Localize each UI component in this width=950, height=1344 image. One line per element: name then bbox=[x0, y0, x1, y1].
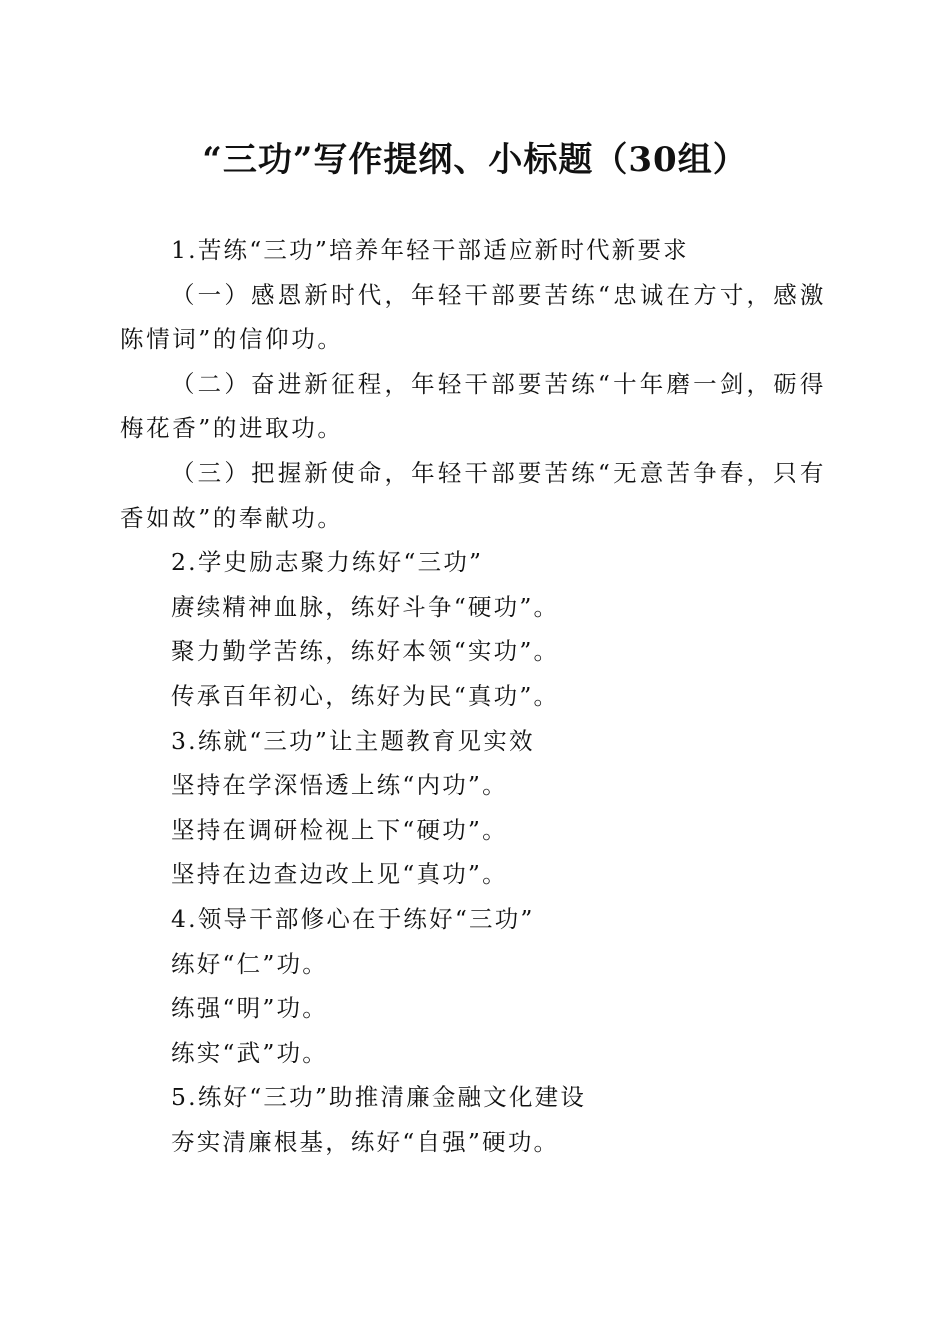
section-item: 练好“仁”功。 bbox=[171, 949, 328, 978]
section-item: （二）奋进新征程，年轻干部要苦练“十年磨一剑，砺得梅花香”的进取功。 bbox=[120, 369, 826, 443]
document-body bbox=[120, 228, 826, 1164]
section-item: 坚持在学深悟透上练“内功”。 bbox=[171, 771, 508, 800]
section-heading: 3.练就“三功”让主题教育见实效 bbox=[171, 726, 535, 755]
section-heading: 2.学史励志聚力练好“三功” bbox=[171, 548, 484, 577]
document-title: “三功”写作提纲、小标题（30组） bbox=[202, 140, 748, 180]
section-item: 夯实清廉根基，练好“自强”硬功。 bbox=[171, 1127, 560, 1156]
section-item: 坚持在调研检视上下“硬功”。 bbox=[171, 815, 508, 844]
section-item: 练强“明”功。 bbox=[171, 994, 328, 1023]
section-item: 传承百年初心，练好为民“真功”。 bbox=[171, 681, 560, 710]
section-item: （三）把握新使命，年轻干部要苦练“无意苦争春，只有香如故”的奉献功。 bbox=[120, 458, 826, 532]
section-item: 练实“武”功。 bbox=[171, 1038, 328, 1067]
section-item: 坚持在边查边改上见“真功”。 bbox=[171, 860, 508, 889]
section-item: 赓续精神血脉，练好斗争“硬功”。 bbox=[171, 592, 560, 621]
section-heading: 1.苦练“三功”培养年轻干部适应新时代新要求 bbox=[171, 236, 689, 264]
section-item: （一）感恩新时代，年轻干部要苦练“忠诚在方寸，感激陈情词”的信仰功。 bbox=[120, 280, 826, 354]
section-item: 聚力勤学苦练，练好本领“实功”。 bbox=[171, 637, 560, 666]
section-heading: 4.领导干部修心在于练好“三功” bbox=[171, 904, 535, 933]
section-heading: 5.练好“三功”助推清廉金融文化建设 bbox=[171, 1083, 587, 1112]
